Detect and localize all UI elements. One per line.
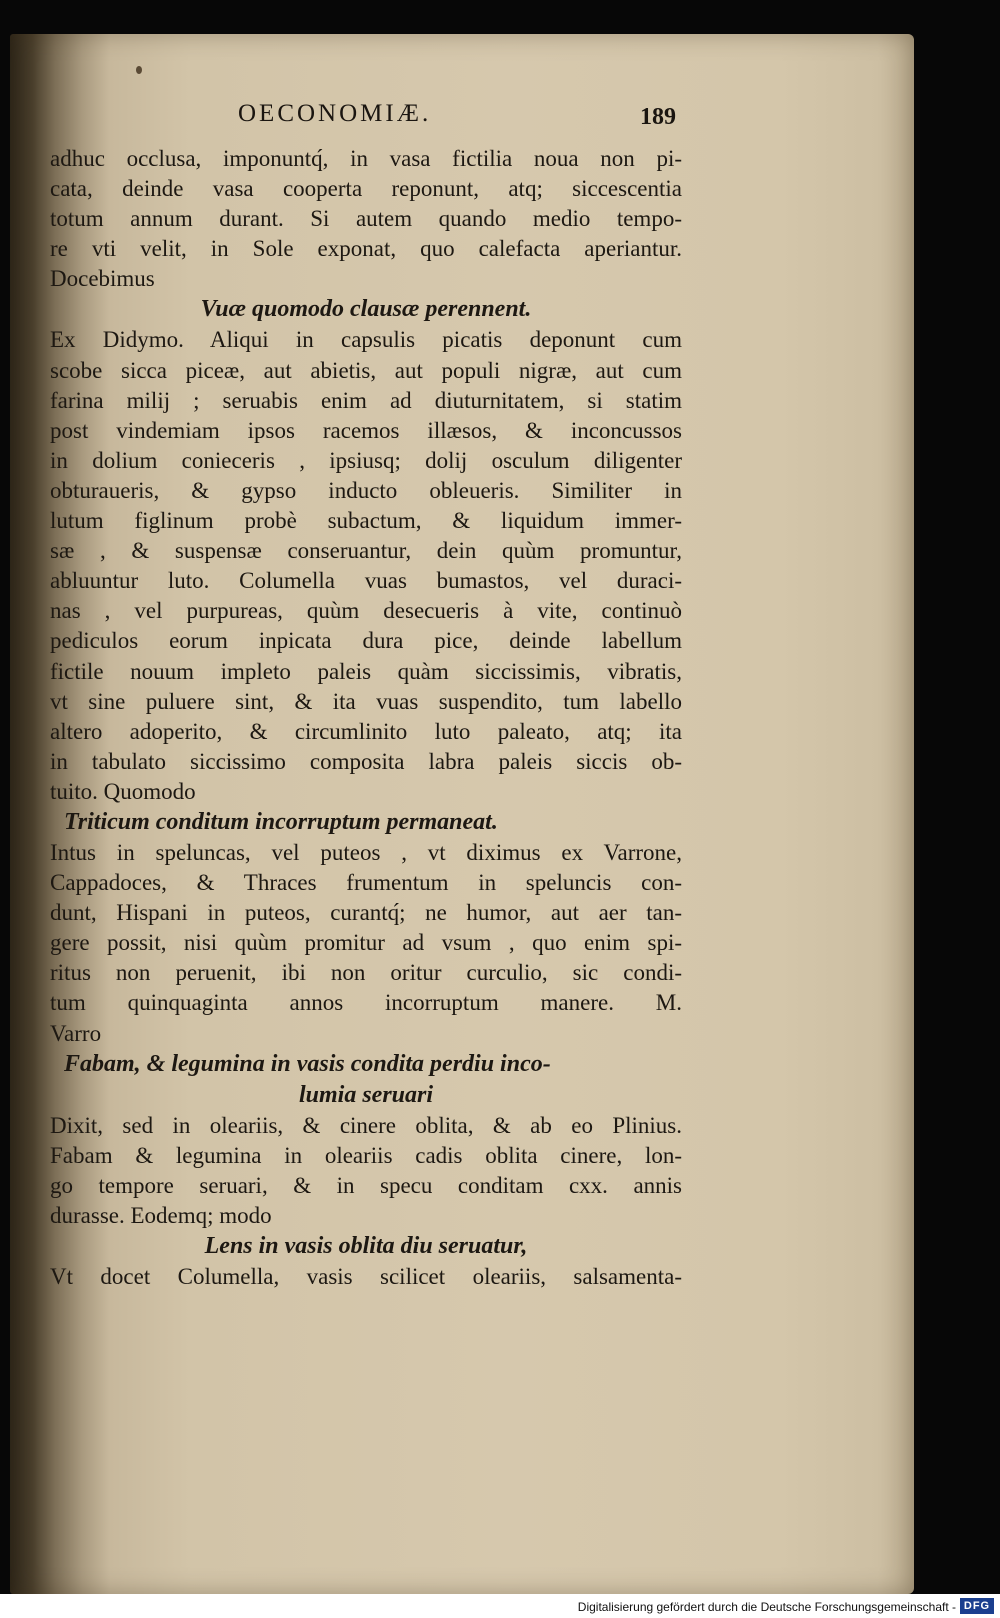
text-line: Docebimus xyxy=(50,266,155,292)
text-line: Vt docet Columella, vasis scilicet oleariis, salsamenta- xyxy=(50,1264,682,1289)
text-line: tuito. Quomodo xyxy=(50,778,196,804)
text-line: ritus non peruenit, ibi non oritur curculio, sic condi- xyxy=(50,960,682,986)
text-line: Cappadoces, & Thraces frumentum in speluncis con- xyxy=(50,870,682,896)
text-line: tum quinquaginta annos incorruptum manere. M. xyxy=(50,990,682,1016)
text-line: re vti velit, in Sole exponat, quo calefacta aperiantur. xyxy=(50,236,682,262)
text-line: go tempore seruari, & in specu conditam cxx. annis xyxy=(50,1172,682,1198)
section-heading: Fabam, & legumina in vasis condita perdiu inco- xyxy=(64,1050,551,1077)
page-number: 189 xyxy=(640,104,676,130)
text-line: vt sine puluere sint, & ita vuas suspendito, tum labello xyxy=(50,688,682,714)
text-line: altero adoperito, & circumlinito luto paleato, atq; ita xyxy=(50,718,682,744)
text-line: abluuntur luto. Columella vuas bumastos, vel duraci- xyxy=(50,568,682,594)
text-line: Varro xyxy=(50,1020,102,1046)
text-line: scobe sicca piceæ, aut abietis, aut populi nigræ, aut cum xyxy=(50,357,682,383)
text-line: totum annum durant. Si autem quando medio tempo- xyxy=(50,206,682,232)
footer-strip xyxy=(0,1594,1000,1618)
section-heading: Triticum conditum incorruptum permaneat. xyxy=(64,808,498,835)
text-line: sæ , & suspensæ conseruantur, dein quùm promuntur, xyxy=(50,538,682,564)
section-heading: lumia seruari xyxy=(298,1081,434,1108)
section-heading: Vuæ quomodo clausæ perennent. xyxy=(200,296,532,323)
ink-blot xyxy=(136,66,142,74)
text-line: in tabulato siccissimo composita labra paleis siccis ob- xyxy=(50,748,682,774)
text-line: obturaueris, & gypso inducto obleueris. Similiter in xyxy=(50,477,682,503)
text-line: in dolium conieceris , ipsiusq; dolij osculum diligenter xyxy=(50,447,682,473)
text-line: durasse. Eodemq; modo xyxy=(50,1202,272,1228)
text-line: Dixit, sed in oleariis, & cinere oblita, & ab eo Plinius. xyxy=(50,1112,682,1138)
text-line: fictile nouum impleto paleis quàm siccissimis, vibratis, xyxy=(50,658,682,684)
text-line: farina milij ; seruabis enim ad diuturnitatem, si statim xyxy=(50,387,682,413)
main-text xyxy=(50,144,682,1292)
text-line: Ex Didymo. Aliqui in capsulis picatis deponunt cum xyxy=(50,327,682,353)
text-line: Fabam & legumina in oleariis cadis oblita cinere, lon- xyxy=(50,1142,682,1168)
text-line: Intus in speluncas, vel puteos , vt diximus ex Varrone, xyxy=(50,839,682,865)
text-line: dunt, Hispani in puteos, curantq́; ne humor, aut aer tan- xyxy=(50,900,682,926)
text-line: pediculos eorum inpicata dura pice, deinde labellum xyxy=(50,628,682,654)
text-line: cata, deinde vasa cooperta reponunt, atq; siccescentia xyxy=(50,176,682,202)
text-line: lutum figlinum probè subactum, & liquidum immer- xyxy=(50,508,682,534)
text-line: adhuc occlusa, imponuntq́, in vasa fictilia noua non pi- xyxy=(50,146,682,171)
funding-credit: Digitalisierung gefördert durch die Deutsche Forschungsgemeinschaft - xyxy=(577,1600,956,1614)
text-line: gere possit, nisi quùm promitur ad vsum , quo enim spi- xyxy=(50,930,682,956)
running-head: OECONOMIÆ. xyxy=(238,100,432,127)
text-line: nas , vel purpureas, quùm desecueris à vite, continuò xyxy=(50,598,682,624)
dfg-logo-icon: DFG xyxy=(960,1598,994,1614)
text-line: post vindemiam ipsos racemos illæsos, & inconcussos xyxy=(50,417,682,443)
section-heading: Lens in vasis oblita diu seruatur, xyxy=(204,1233,528,1259)
